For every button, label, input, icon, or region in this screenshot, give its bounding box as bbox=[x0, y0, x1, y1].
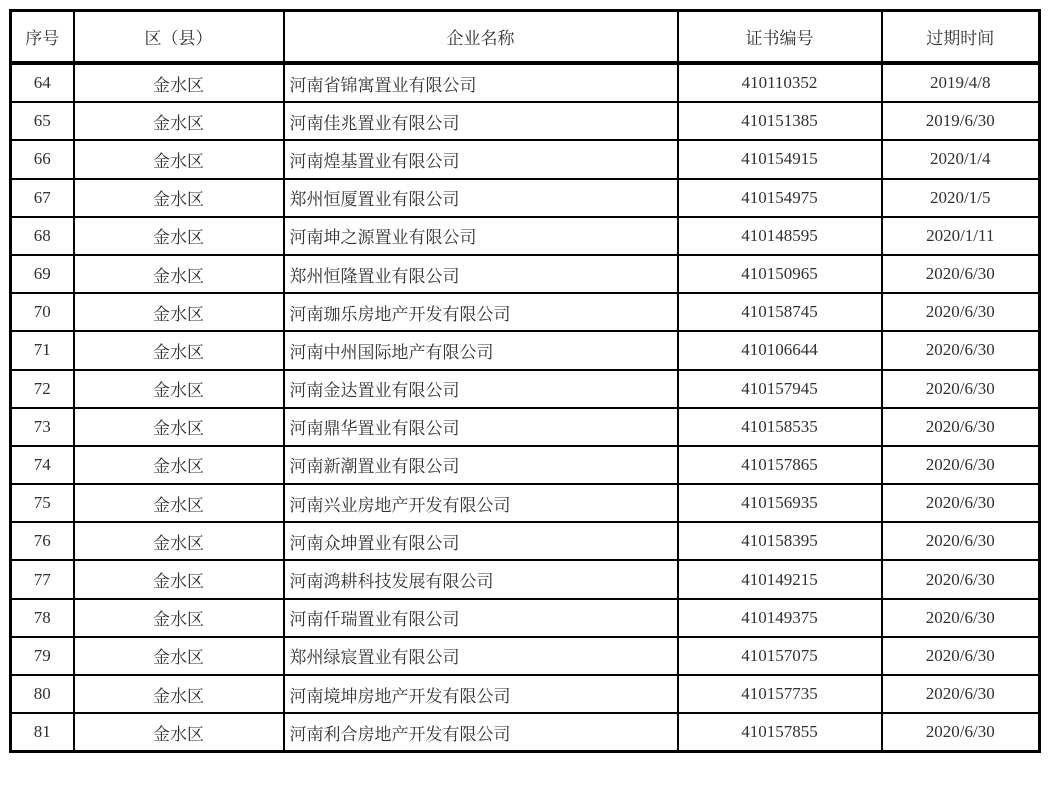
cell-district: 金水区 bbox=[74, 713, 284, 752]
cell-company: 郑州恒厦置业有限公司 bbox=[284, 179, 678, 217]
cell-company: 河南众坤置业有限公司 bbox=[284, 522, 678, 560]
cell-index: 72 bbox=[11, 370, 74, 408]
table-row bbox=[11, 102, 1040, 140]
cell-cert-no: 410154915 bbox=[678, 140, 882, 178]
cell-index: 64 bbox=[11, 63, 74, 102]
cell-expiry: 2020/6/30 bbox=[882, 637, 1040, 675]
table-row bbox=[11, 140, 1040, 178]
cell-district: 金水区 bbox=[74, 522, 284, 560]
cell-district: 金水区 bbox=[74, 217, 284, 255]
cell-company: 河南境坤房地产开发有限公司 bbox=[284, 675, 678, 713]
cell-cert-no: 410156935 bbox=[678, 484, 882, 522]
cell-index: 79 bbox=[11, 637, 74, 675]
cell-district: 金水区 bbox=[74, 484, 284, 522]
cell-district: 金水区 bbox=[74, 446, 284, 484]
cell-district: 金水区 bbox=[74, 560, 284, 598]
cell-expiry: 2020/6/30 bbox=[882, 446, 1040, 484]
cell-expiry: 2020/6/30 bbox=[882, 255, 1040, 293]
cell-expiry: 2020/6/30 bbox=[882, 370, 1040, 408]
cell-cert-no: 410157855 bbox=[678, 713, 882, 752]
cell-cert-no: 410149375 bbox=[678, 599, 882, 637]
cell-cert-no: 410154975 bbox=[678, 179, 882, 217]
cell-index: 76 bbox=[11, 522, 74, 560]
cell-expiry: 2020/6/30 bbox=[882, 675, 1040, 713]
table-row bbox=[11, 560, 1040, 598]
cell-index: 68 bbox=[11, 217, 74, 255]
cell-company: 河南仟瑞置业有限公司 bbox=[284, 599, 678, 637]
table-row bbox=[11, 408, 1040, 446]
cell-district: 金水区 bbox=[74, 102, 284, 140]
table-row bbox=[11, 370, 1040, 408]
column-header-district: 区（县） bbox=[74, 11, 284, 64]
table-row bbox=[11, 331, 1040, 369]
cell-cert-no: 410157075 bbox=[678, 637, 882, 675]
cell-district: 金水区 bbox=[74, 63, 284, 102]
table-row bbox=[11, 675, 1040, 713]
cell-company: 河南利合房地产开发有限公司 bbox=[284, 713, 678, 752]
cell-district: 金水区 bbox=[74, 331, 284, 369]
table-row bbox=[11, 255, 1040, 293]
cell-index: 77 bbox=[11, 560, 74, 598]
cell-expiry: 2020/6/30 bbox=[882, 599, 1040, 637]
table-header bbox=[11, 11, 1040, 64]
cell-cert-no: 410148595 bbox=[678, 217, 882, 255]
cell-expiry: 2020/1/11 bbox=[882, 217, 1040, 255]
column-header-expiry: 过期时间 bbox=[882, 11, 1040, 64]
cell-district: 金水区 bbox=[74, 370, 284, 408]
cell-index: 65 bbox=[11, 102, 74, 140]
cell-company: 河南中州国际地产有限公司 bbox=[284, 331, 678, 369]
column-header-company: 企业名称 bbox=[284, 11, 678, 64]
column-header-index: 序号 bbox=[11, 11, 74, 64]
cell-index: 69 bbox=[11, 255, 74, 293]
cell-expiry: 2020/6/30 bbox=[882, 331, 1040, 369]
column-header-cert-no: 证书编号 bbox=[678, 11, 882, 64]
cell-expiry: 2020/1/5 bbox=[882, 179, 1040, 217]
cell-expiry: 2019/6/30 bbox=[882, 102, 1040, 140]
table-row bbox=[11, 446, 1040, 484]
cell-expiry: 2020/6/30 bbox=[882, 522, 1040, 560]
cell-index: 70 bbox=[11, 293, 74, 331]
cell-index: 66 bbox=[11, 140, 74, 178]
cell-expiry: 2020/6/30 bbox=[882, 484, 1040, 522]
cell-district: 金水区 bbox=[74, 255, 284, 293]
table-row bbox=[11, 599, 1040, 637]
cell-company: 郑州绿宸置业有限公司 bbox=[284, 637, 678, 675]
cell-cert-no: 410157865 bbox=[678, 446, 882, 484]
cell-company: 河南珈乐房地产开发有限公司 bbox=[284, 293, 678, 331]
cell-district: 金水区 bbox=[74, 637, 284, 675]
table-row bbox=[11, 637, 1040, 675]
cell-cert-no: 410157735 bbox=[678, 675, 882, 713]
table-row bbox=[11, 63, 1040, 102]
cell-cert-no: 410106644 bbox=[678, 331, 882, 369]
table-row bbox=[11, 484, 1040, 522]
cell-company: 河南佳兆置业有限公司 bbox=[284, 102, 678, 140]
cell-index: 73 bbox=[11, 408, 74, 446]
cell-district: 金水区 bbox=[74, 140, 284, 178]
cell-expiry: 2020/1/4 bbox=[882, 140, 1040, 178]
cell-cert-no: 410149215 bbox=[678, 560, 882, 598]
cell-expiry: 2020/6/30 bbox=[882, 293, 1040, 331]
table-row bbox=[11, 217, 1040, 255]
cell-index: 78 bbox=[11, 599, 74, 637]
cell-company: 郑州恒隆置业有限公司 bbox=[284, 255, 678, 293]
cell-company: 河南煌基置业有限公司 bbox=[284, 140, 678, 178]
cell-index: 80 bbox=[11, 675, 74, 713]
cell-cert-no: 410151385 bbox=[678, 102, 882, 140]
certificate-table bbox=[9, 9, 1041, 753]
cell-company: 河南鼎华置业有限公司 bbox=[284, 408, 678, 446]
cell-district: 金水区 bbox=[74, 293, 284, 331]
cell-district: 金水区 bbox=[74, 408, 284, 446]
cell-company: 河南省锦寓置业有限公司 bbox=[284, 63, 678, 102]
cell-district: 金水区 bbox=[74, 675, 284, 713]
cell-cert-no: 410158535 bbox=[678, 408, 882, 446]
cell-company: 河南鸿耕科技发展有限公司 bbox=[284, 560, 678, 598]
cell-district: 金水区 bbox=[74, 599, 284, 637]
header-row bbox=[11, 11, 1040, 64]
cell-index: 75 bbox=[11, 484, 74, 522]
cell-company: 河南金达置业有限公司 bbox=[284, 370, 678, 408]
cell-company: 河南坤之源置业有限公司 bbox=[284, 217, 678, 255]
cell-cert-no: 410158745 bbox=[678, 293, 882, 331]
cell-expiry: 2020/6/30 bbox=[882, 713, 1040, 752]
table-row bbox=[11, 179, 1040, 217]
cell-index: 71 bbox=[11, 331, 74, 369]
cell-cert-no: 410150965 bbox=[678, 255, 882, 293]
cell-district: 金水区 bbox=[74, 179, 284, 217]
cell-index: 74 bbox=[11, 446, 74, 484]
cell-company: 河南兴业房地产开发有限公司 bbox=[284, 484, 678, 522]
table-row bbox=[11, 522, 1040, 560]
cell-expiry: 2020/6/30 bbox=[882, 560, 1040, 598]
cell-expiry: 2020/6/30 bbox=[882, 408, 1040, 446]
cell-index: 81 bbox=[11, 713, 74, 752]
table-body bbox=[11, 63, 1040, 752]
cell-cert-no: 410110352 bbox=[678, 63, 882, 102]
cell-expiry: 2019/4/8 bbox=[882, 63, 1040, 102]
cell-index: 67 bbox=[11, 179, 74, 217]
cell-cert-no: 410157945 bbox=[678, 370, 882, 408]
cell-cert-no: 410158395 bbox=[678, 522, 882, 560]
table-row bbox=[11, 713, 1040, 752]
table-row bbox=[11, 293, 1040, 331]
cell-company: 河南新潮置业有限公司 bbox=[284, 446, 678, 484]
